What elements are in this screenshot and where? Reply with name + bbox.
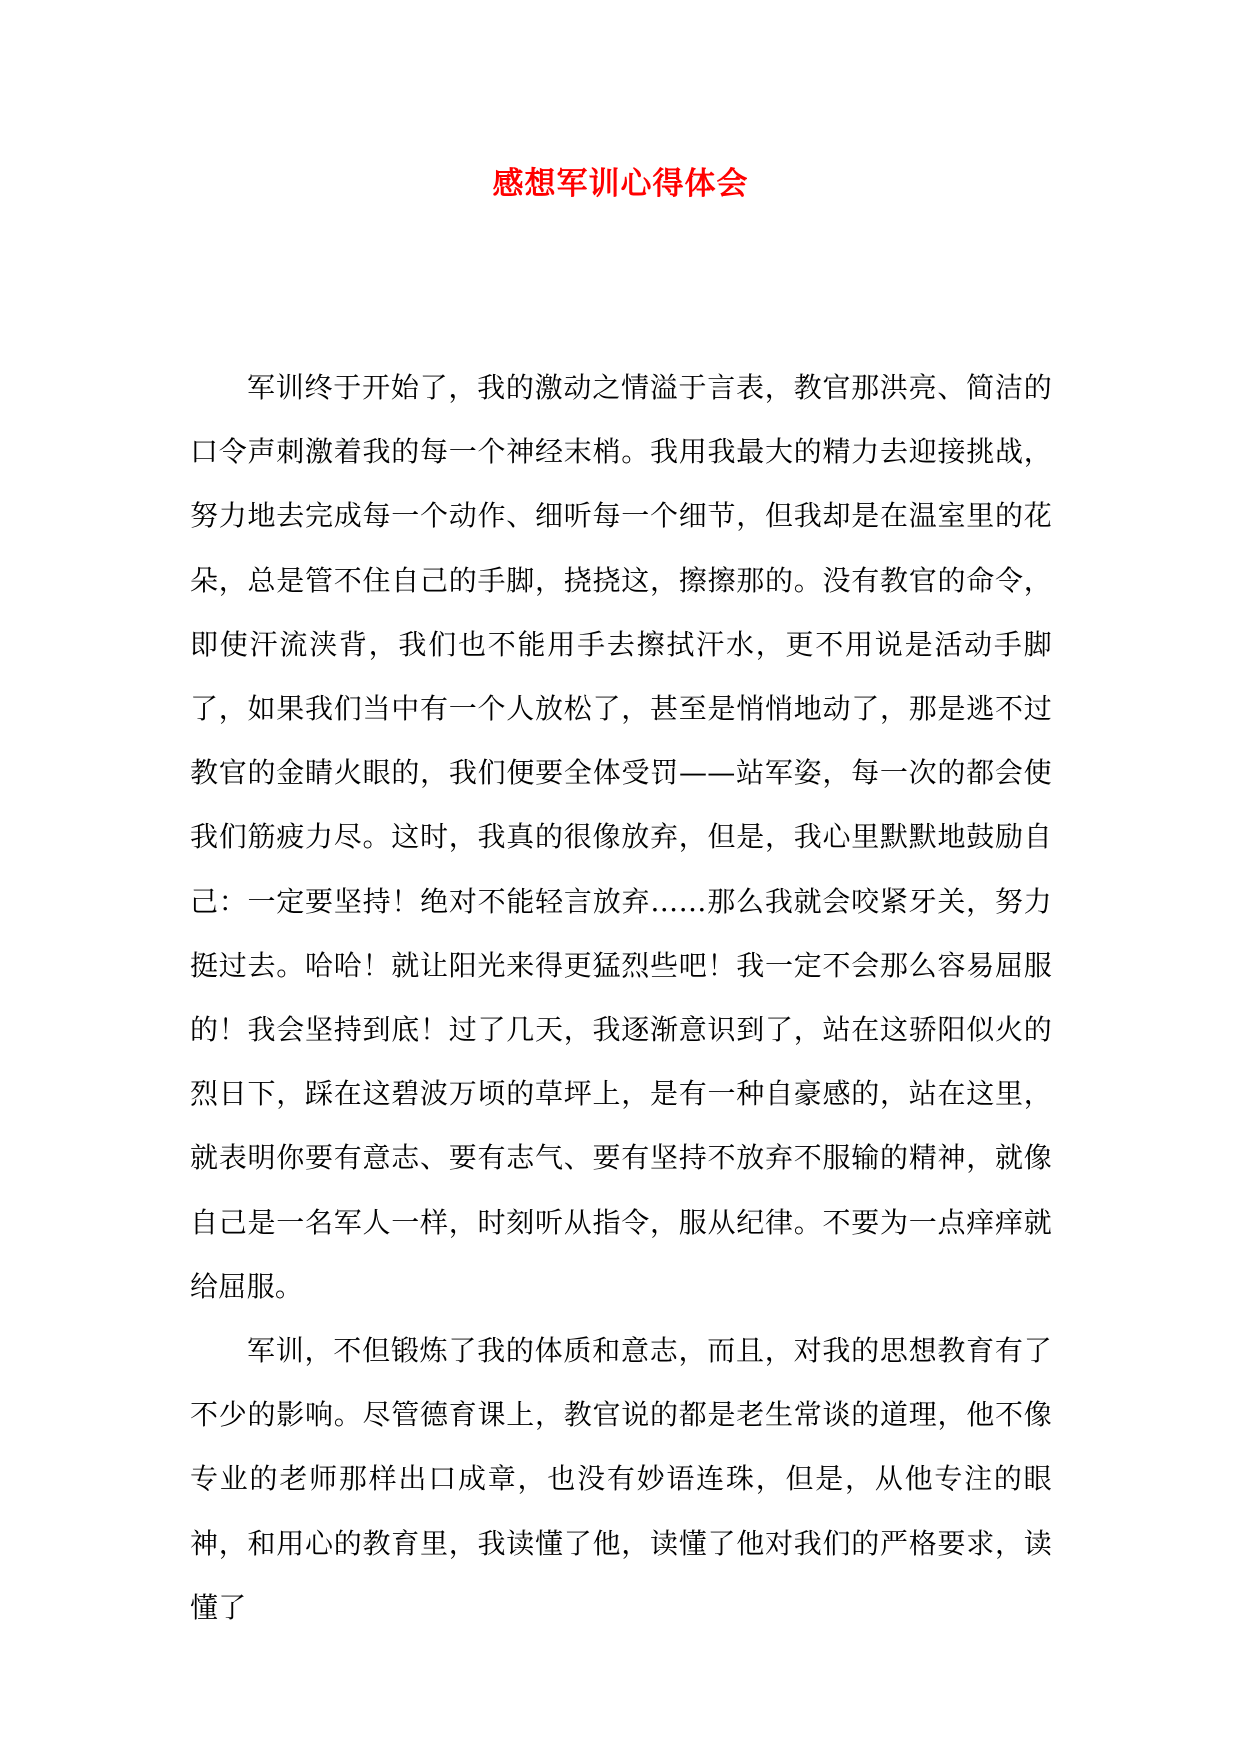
- document-body: [190, 356, 1052, 1640]
- document-title: 感想军训心得体会: [492, 166, 749, 202]
- paragraph-1: 军训终于开始了，我的激动之情溢于言表，教官那洪亮、简洁的口令声刺激着我的每一个神经末梢。我用我最大的精力去迎接挑战，努力地去完成每一个动作、细听每一个细节，但我却是在温室里的花朵，总是管不住自己的手脚，挠挠这，擦擦那的。没有教官的命令，即使汗流浃背，我们也不能用手去擦拭汗水，更不用说是活动手脚了，如果我们当中有一个人放松了，甚至是悄悄地动了，那是逃不过教官的金睛火眼的，我们便要全体受罚——站军姿，每一次的都会使我们筋疲力尽。这时，我真的很像放弃，但是，我心里默默地鼓励自己：一定要坚持！绝对不能轻言放弃……那么我就会咬紧牙关，努力挺过去。哈哈！就让阳光来得更猛烈些吧！我一定不会那么容易屈服的！我会坚持到底！过了几天，我逐渐意识到了，站在这骄阳似火的烈日下，踩在这碧波万顷的草坪上，是有一种自豪感的，站在这里，就表明你要有意志、要有志气、要有坚持不放弃不服输的精神，就像自己是一名军人一样，时刻听从指令，服从纪律。不要为一点痒痒就给屈服。: [190, 371, 1052, 1303]
- paragraph-2: 军训，不但锻炼了我的体质和意志，而且，对我的思想教育有了不少的影响。尽管德育课上，教官说的都是老生常谈的道理，他不像专业的老师那样出口成章，也没有妙语连珠，但是，从他专注的眼神，和用心的教育里，我读懂了他，读懂了他对我们的严格要求，读懂了: [190, 1334, 1052, 1624]
